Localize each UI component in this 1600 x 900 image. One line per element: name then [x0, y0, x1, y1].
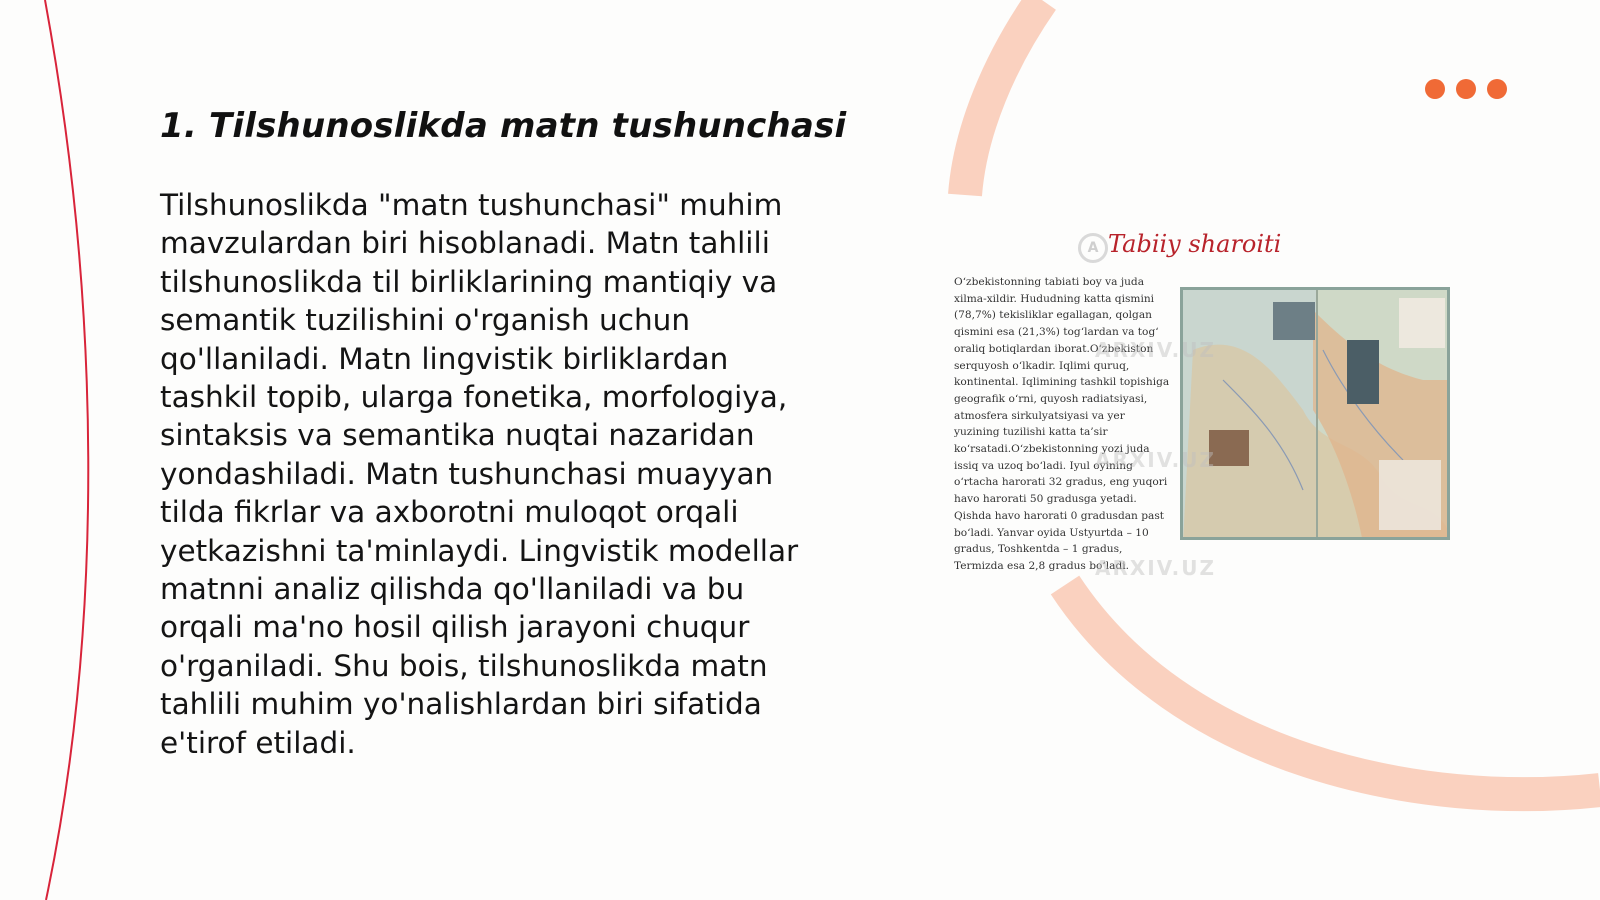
watermark-1: ARXIV.UZ — [1095, 338, 1216, 362]
dot-1 — [1425, 79, 1445, 99]
left-red-curve — [45, 0, 88, 900]
map-image — [1180, 287, 1450, 540]
dot-2 — [1456, 79, 1476, 99]
watermark-2: ARXIV.UZ — [1095, 448, 1216, 472]
image-heading: Tabiiy sharoiti — [1108, 230, 1282, 258]
watermark-3: ARXIV.UZ — [1095, 556, 1216, 580]
slide-body-text: Tilshunoslikda "matn tushunchasi" muhim mavzulardan biri hisoblanadi. Matn tahlili tilshunoslikda til birliklarining mantiqiy va semantik tuzilishini o'rganish uchun qo'llaniladi. Matn lingvistik birliklardan tashkil topib, ularga fonetika, morfologiya, sintaksis va semantika nuqtai nazaridan yondashiladi. Matn tushunchasi muayyan tilda fikrlar va axborotni muloqot orqali yetkazishni ta'minlaydi. Lingvistik modellar matnni analiz qilishda qo'llaniladi va bu orqali ma'no hosil qilish jarayoni chuqur o'rganiladi. Shu bois, tilshunoslikda matn tahlili muhim yo'nalishlardan biri sifatida e'tirof etiladi. — [160, 188, 799, 760]
three-dots-icon — [1425, 79, 1507, 99]
peach-arc-bottom — [1065, 585, 1600, 794]
image-caption-text: O‘zbekistonning tabiati boy va juda xilma-xildir. Hududning katta qismini (78,7%) tekisliklar egallagan, qolgan qismini esa (21,3%) tog‘lardan va tog‘ oraliq botiqlardan iborat.O‘zbekiston serquyosh o‘lkadir. Iqlimi quruq, kontinental. Iqlimining tashkil topishiga geografik o‘rni, quyosh radiatsiyasi, atmosfera sirkulyatsiyasi va yer yuzining tuzilishi katta ta’sir ko‘rsatadi.O‘zbekistonning yozi juda issiq va uzoq bo‘ladi. Iyul oyining o‘rtacha harorati 32 gradus, eng yuqori havo harorati 50 gradusga yetadi. Qishda havo harorati 0 gradusdan past bo‘ladi. Yanvar oyida Ustyurtda – 10 gradus, Toshkentda – 1 gradus, Termizda esa 2,8 gradus bo‘ladi. — [954, 276, 1170, 572]
dot-3 — [1487, 79, 1507, 99]
slide-title: 1. Tilshunoslikda matn tushunchasi — [160, 106, 847, 146]
peach-arc-top — [965, 0, 1042, 195]
map-illustration — [1183, 290, 1450, 540]
site-logo-icon: A — [1078, 233, 1108, 263]
